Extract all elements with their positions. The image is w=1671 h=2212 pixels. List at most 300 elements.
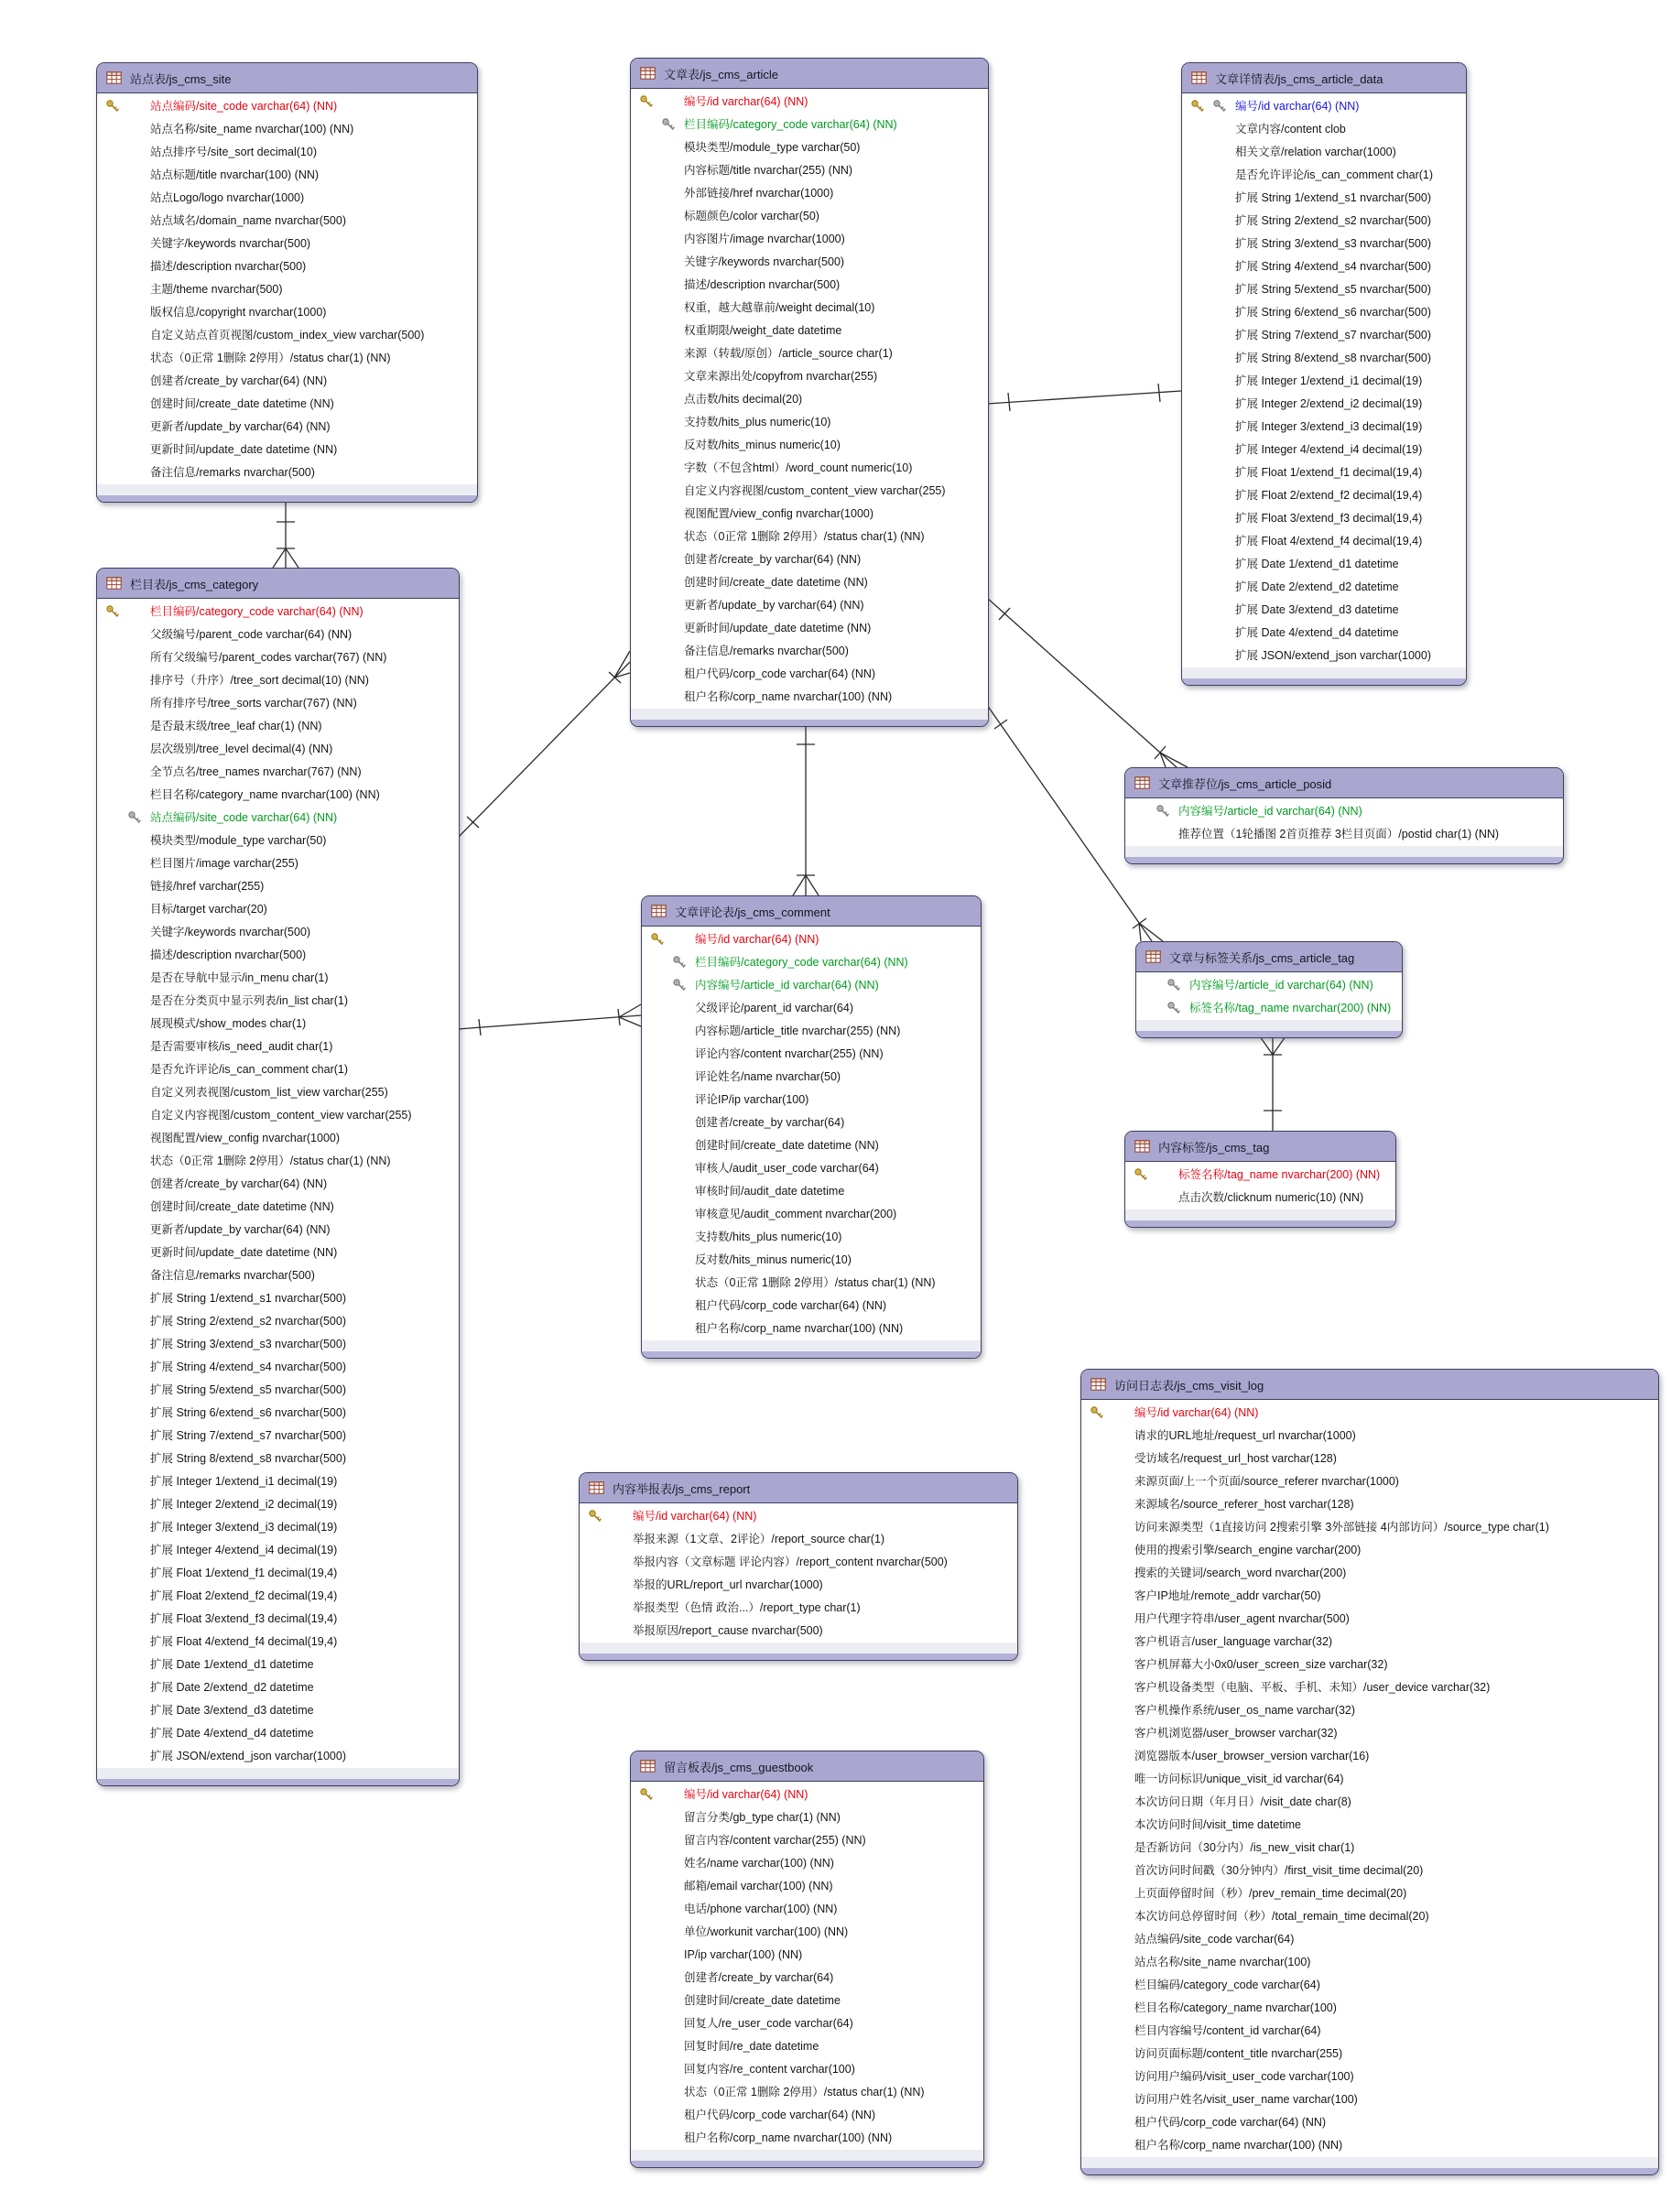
field-row	[631, 320, 988, 342]
field-row	[1081, 1699, 1658, 1722]
field-text: 租户代码/corp_code varchar(64) (NN)	[684, 2109, 876, 2121]
field-row	[97, 1333, 459, 1356]
table-header-js_cms_comment[interactable]	[642, 896, 981, 927]
field-row	[97, 164, 477, 187]
field-row	[1182, 507, 1466, 530]
field-text: 推荐位置（1轮播图 2首页推荐 3栏目页面）/postid char(1) (NN)	[1178, 828, 1500, 840]
field-row	[631, 480, 988, 503]
relationship-line-article-article_data	[1158, 384, 1160, 402]
field-text: 审核人/audit_user_code varchar(64)	[695, 1162, 879, 1175]
field-row	[1182, 347, 1466, 370]
field-row	[1081, 2020, 1658, 2043]
field-text: 是否在导航中显示/in_menu char(1)	[150, 971, 329, 984]
field-text: 更新者/update_by varchar(64) (NN)	[150, 1223, 331, 1236]
table-js_cms_article_tag[interactable]	[1135, 941, 1403, 1038]
field-row	[97, 187, 477, 210]
field-text: 创建时间/create_date datetime (NN)	[684, 576, 868, 589]
field-text: 电话/phone varchar(100) (NN)	[684, 1903, 838, 1915]
field-text: 内容编号/article_id varchar(64) (NN)	[1189, 979, 1373, 992]
field-row	[631, 159, 988, 182]
field-text: 更新者/update_by varchar(64) (NN)	[150, 420, 331, 433]
field-row	[97, 301, 477, 324]
relationship-line-category-article	[614, 673, 630, 678]
table-header-js_cms_article_posid[interactable]	[1125, 768, 1563, 798]
table-header-js_cms_guestbook[interactable]	[631, 1751, 983, 1782]
table-header-js_cms_report[interactable]	[580, 1473, 1017, 1503]
table-title: 内容举报表/js_cms_report	[613, 1481, 751, 1496]
field-text: 更新者/update_by varchar(64) (NN)	[684, 599, 864, 612]
field-row	[1081, 1722, 1658, 1745]
table-bottom-bar	[1182, 678, 1466, 685]
field-row	[97, 967, 459, 990]
relationship-line-article-comment	[793, 875, 806, 895]
table-js_cms_category[interactable]	[96, 568, 460, 1786]
field-row	[631, 297, 988, 320]
field-text: 创建时间/create_date datetime (NN)	[150, 397, 334, 410]
field-row	[631, 182, 988, 205]
table-title: 内容标签/js_cms_tag	[1158, 1140, 1270, 1155]
field-row	[1182, 553, 1466, 576]
primary-key-icon	[105, 604, 120, 619]
field-row	[97, 1745, 459, 1768]
field-row	[97, 1539, 459, 1562]
field-text: 扩展 Date 2/extend_d2 datetime	[150, 1681, 314, 1694]
field-row	[97, 1585, 459, 1608]
field-row	[642, 951, 981, 974]
field-text: 扩展 String 1/extend_s1 nvarchar(500)	[1235, 191, 1431, 204]
field-row	[1182, 255, 1466, 278]
field-row	[631, 503, 988, 526]
field-row	[1125, 823, 1563, 846]
field-text: 租户名称/corp_name nvarchar(100) (NN)	[695, 1322, 904, 1335]
field-row	[631, 2035, 983, 2058]
field-text: 租户代码/corp_code varchar(64) (NN)	[695, 1299, 887, 1312]
field-row	[97, 347, 477, 370]
field-row	[631, 1806, 983, 1829]
foreign-key-icon	[1212, 99, 1227, 114]
field-text: 更新时间/update_date datetime (NN)	[684, 622, 872, 634]
field-row	[631, 342, 988, 365]
field-row	[580, 1597, 1017, 1620]
table-js_cms_article[interactable]	[630, 58, 989, 727]
field-text: 站点Logo/logo nvarchar(1000)	[150, 191, 305, 204]
field-text: 举报来源（1文章、2评论）/report_source char(1)	[633, 1533, 885, 1545]
primary-key-icon	[639, 94, 654, 109]
field-row	[1125, 800, 1563, 823]
field-text: 请求的URL地址/request_url nvarchar(1000)	[1134, 1429, 1356, 1442]
table-footer	[97, 1768, 459, 1779]
field-row	[97, 1493, 459, 1516]
field-text: 来源页面/上一个页面/source_referer nvarchar(1000)	[1134, 1475, 1399, 1488]
table-title: 文章详情表/js_cms_article_data	[1215, 71, 1383, 86]
field-row	[97, 1264, 459, 1287]
field-text: 自定义列表视图/custom_list_view varchar(255)	[150, 1086, 388, 1099]
field-row	[1136, 974, 1402, 997]
table-icon	[640, 1760, 656, 1773]
field-row	[1182, 164, 1466, 187]
field-row	[97, 393, 477, 416]
field-text: 留言分类/gb_type char(1) (NN)	[684, 1811, 841, 1824]
field-row	[97, 95, 477, 118]
field-text: 创建者/create_by varchar(64) (NN)	[150, 1177, 328, 1190]
field-text: 权重，越大越靠前/weight decimal(10)	[684, 301, 875, 314]
field-row	[1081, 1448, 1658, 1470]
field-text: 编号/id varchar(64) (NN)	[695, 933, 819, 946]
field-row	[631, 548, 988, 571]
table-header-js_cms_site[interactable]	[97, 63, 477, 93]
field-text: 反对数/hits_minus numeric(10)	[684, 439, 841, 451]
field-row	[1081, 2111, 1658, 2134]
field-text: 扩展 Integer 4/extend_i4 decimal(19)	[150, 1544, 338, 1556]
field-text: 栏目编码/category_code varchar(64) (NN)	[150, 605, 363, 618]
field-text: 客户机屏幕大小0x0/user_screen_size varchar(32)	[1134, 1658, 1388, 1671]
field-row	[97, 669, 459, 692]
table-bottom-bar	[97, 495, 477, 502]
field-row	[97, 255, 477, 278]
field-text: 扩展 Date 1/extend_d1 datetime	[150, 1658, 314, 1671]
field-row	[642, 1295, 981, 1317]
table-bottom-bar	[631, 2161, 983, 2167]
relationship-line-category-article	[614, 651, 630, 678]
field-text: 扩展 Date 3/extend_d3 datetime	[150, 1704, 314, 1717]
field-row	[1081, 2088, 1658, 2111]
field-row	[97, 233, 477, 255]
field-row	[97, 807, 459, 830]
relationship-line-site-category	[273, 548, 286, 568]
table-js_cms_site[interactable]	[96, 62, 478, 503]
primary-key-icon	[105, 99, 120, 114]
field-row	[97, 1219, 459, 1242]
field-text: 是否最末级/tree_leaf char(1) (NN)	[150, 720, 322, 732]
field-row	[97, 1608, 459, 1631]
table-footer	[1182, 667, 1466, 678]
field-row	[580, 1620, 1017, 1643]
relationship-line-article-article_tag	[1139, 923, 1163, 941]
field-text: 扩展 String 4/extend_s4 nvarchar(500)	[150, 1361, 346, 1373]
field-text: 扩展 String 5/extend_s5 nvarchar(500)	[150, 1383, 346, 1396]
relationship-line-site-category	[286, 548, 298, 568]
field-text: 所有排序号/tree_sorts varchar(767) (NN)	[150, 697, 357, 710]
table-title: 站点表/js_cms_site	[130, 71, 232, 86]
pk-slot	[1190, 99, 1205, 118]
field-row	[97, 1287, 459, 1310]
field-text: 状态（0正常 1删除 2停用）/status char(1) (NN)	[150, 1155, 391, 1167]
field-row	[97, 875, 459, 898]
field-row	[1081, 1676, 1658, 1699]
relationship-line-article-article_tag	[1133, 918, 1146, 928]
field-row	[631, 686, 988, 709]
field-text: 审核时间/audit_date datetime	[695, 1185, 845, 1198]
field-row	[642, 1066, 981, 1089]
field-row	[580, 1574, 1017, 1597]
field-row	[1081, 2066, 1658, 2088]
field-text: 编号/id varchar(64) (NN)	[1134, 1406, 1259, 1419]
field-text: 关键字/keywords nvarchar(500)	[150, 926, 311, 938]
table-header-js_cms_article_data[interactable]	[1182, 63, 1466, 93]
pk-slot	[1134, 1167, 1148, 1187]
field-row	[1081, 1402, 1658, 1425]
field-text: 父级编号/parent_code varchar(64) (NN)	[150, 628, 353, 641]
field-row	[631, 2081, 983, 2104]
field-text: 扩展 String 2/extend_s2 nvarchar(500)	[150, 1315, 346, 1328]
field-text: 访问来源类型（1直接访问 2搜索引擎 3外部链接 4内部访问）/source_type char(1)	[1134, 1521, 1549, 1534]
table-js_cms_article_posid[interactable]	[1124, 767, 1564, 864]
field-text: 姓名/name varchar(100) (NN)	[684, 1857, 834, 1870]
field-row	[1081, 1654, 1658, 1676]
field-text: 备注信息/remarks nvarchar(500)	[684, 645, 849, 657]
table-bottom-bar	[642, 1351, 981, 1358]
table-header-js_cms_visit_log[interactable]	[1081, 1370, 1658, 1400]
field-text: 站点排序号/site_sort decimal(10)	[150, 146, 317, 158]
field-text: 扩展 Float 2/extend_f2 decimal(19,4)	[150, 1589, 338, 1602]
field-row	[1182, 484, 1466, 507]
field-row	[631, 114, 988, 136]
field-text: 扩展 Date 1/extend_d1 datetime	[1235, 558, 1399, 570]
table-field-list	[1081, 1400, 1658, 2157]
table-icon	[1191, 71, 1207, 84]
field-text: 扩展 Date 4/extend_d4 datetime	[150, 1727, 314, 1740]
field-row	[1182, 439, 1466, 461]
field-row	[1081, 1425, 1658, 1448]
field-row	[97, 1402, 459, 1425]
field-row	[642, 1134, 981, 1157]
field-text: 扩展 Integer 2/extend_i2 decimal(19)	[1235, 397, 1423, 410]
field-text: 是否新访问（30分内）/is_new_visit char(1)	[1134, 1841, 1355, 1854]
field-text: 编号/id varchar(64) (NN)	[1235, 100, 1360, 113]
table-header-js_cms_article[interactable]	[631, 59, 988, 89]
table-js_cms_visit_log[interactable]	[1080, 1369, 1659, 2175]
foreign-key-icon	[127, 810, 142, 825]
field-row	[97, 1150, 459, 1173]
field-row	[97, 715, 459, 738]
field-text: 全节点名/tree_names nvarchar(767) (NN)	[150, 765, 362, 778]
table-title: 访问日志表/js_cms_visit_log	[1114, 1378, 1264, 1393]
table-js_cms_tag[interactable]	[1124, 1131, 1396, 1228]
field-text: 客户机语言/user_language varchar(32)	[1134, 1635, 1333, 1648]
table-title: 栏目表/js_cms_category	[130, 577, 259, 591]
field-row	[1182, 141, 1466, 164]
field-row	[1182, 301, 1466, 324]
field-row	[1125, 1164, 1395, 1187]
field-row	[631, 1784, 983, 1806]
field-text: 站点名称/site_name nvarchar(100)	[1134, 1956, 1311, 1968]
field-text: 扩展 Date 4/extend_d4 datetime	[1235, 626, 1399, 639]
field-row	[631, 411, 988, 434]
field-text: 租户代码/corp_code varchar(64) (NN)	[684, 667, 876, 680]
field-text: 扩展 String 6/extend_s6 nvarchar(500)	[150, 1406, 346, 1419]
field-text: 栏目图片/image varchar(255)	[150, 857, 298, 870]
relationship-line-article-comment	[806, 875, 819, 895]
field-row	[642, 997, 981, 1020]
foreign-key-icon	[672, 978, 687, 992]
field-text: 视图配置/view_config nvarchar(1000)	[684, 507, 874, 520]
relationship-line-category-article	[609, 672, 621, 683]
table-field-list	[631, 1782, 983, 2150]
field-row	[97, 1631, 459, 1654]
field-text: 本次访问总停留时间（秒）/total_remain_time decimal(20)	[1134, 1910, 1429, 1923]
table-js_cms_comment[interactable]	[641, 895, 982, 1359]
field-text: 站点编码/site_code varchar(64)	[1134, 1933, 1295, 1946]
field-text: 回复内容/re_content varchar(100)	[684, 2063, 855, 2076]
table-bottom-bar	[97, 1779, 459, 1785]
field-text: 扩展 String 7/extend_s7 nvarchar(500)	[1235, 329, 1431, 342]
fk-slot	[1156, 804, 1170, 823]
field-row	[97, 1242, 459, 1264]
field-row	[631, 1852, 983, 1875]
field-row	[1081, 1562, 1658, 1585]
fk-slot	[1212, 99, 1227, 118]
field-text: 租户名称/corp_name nvarchar(100) (NN)	[684, 2131, 893, 2144]
field-text: 展现模式/show_modes char(1)	[150, 1017, 307, 1030]
field-row	[1081, 1493, 1658, 1516]
table-footer	[631, 709, 988, 720]
field-text: 文章来源出处/copyfrom nvarchar(255)	[684, 370, 878, 383]
table-icon	[651, 905, 667, 917]
field-text: 站点名称/site_name nvarchar(100) (NN)	[150, 123, 354, 136]
field-text: 主题/theme nvarchar(500)	[150, 283, 283, 296]
field-text: 访问页面标题/content_title nvarchar(255)	[1134, 2047, 1343, 2060]
field-text: 父级评论/parent_id varchar(64)	[695, 1002, 853, 1014]
field-text: 栏目名称/category_name nvarchar(100) (NN)	[150, 788, 380, 801]
field-row	[1081, 1539, 1658, 1562]
field-text: 创建时间/create_date datetime (NN)	[150, 1200, 334, 1213]
table-field-list	[1125, 1162, 1395, 1209]
relationship-line-category-article	[467, 817, 479, 828]
relationship-line-article_tag-tag	[1260, 1036, 1273, 1055]
field-text: 创建时间/create_date datetime	[684, 1994, 841, 2007]
field-row	[1081, 1974, 1658, 1997]
table-header-js_cms_category[interactable]	[97, 569, 459, 599]
field-row	[97, 623, 459, 646]
field-row	[642, 1203, 981, 1226]
field-row	[1081, 1882, 1658, 1905]
field-text: 创建者/create_by varchar(64)	[695, 1116, 845, 1129]
field-text: 内容标题/article_title nvarchar(255) (NN)	[695, 1025, 901, 1037]
field-row	[642, 1043, 981, 1066]
field-text: 租户代码/corp_code varchar(64) (NN)	[1134, 2116, 1327, 2129]
field-row	[97, 1562, 459, 1585]
field-text: 是否需要审核/is_need_audit char(1)	[150, 1040, 333, 1053]
field-text: 模块类型/module_type varchar(50)	[684, 141, 861, 154]
field-row	[97, 1127, 459, 1150]
field-text: 创建时间/create_date datetime (NN)	[695, 1139, 879, 1152]
field-row	[1081, 1814, 1658, 1837]
field-text: 首次访问时间戳（30分钟内）/first_visit_time decimal(20)	[1134, 1864, 1424, 1877]
table-field-list	[97, 93, 477, 484]
field-text: 客户机设备类型（电脑、平板、手机、未知）/user_device varchar(32)	[1134, 1681, 1491, 1694]
table-bottom-bar	[631, 720, 988, 726]
field-text: 编号/id varchar(64) (NN)	[684, 95, 808, 108]
primary-key-icon	[588, 1509, 602, 1523]
field-row	[1081, 1951, 1658, 1974]
fk-slot	[672, 955, 687, 974]
table-js_cms_article_data[interactable]	[1181, 62, 1467, 686]
field-text: 点击次数/clicknum numeric(10) (NN)	[1178, 1191, 1364, 1204]
table-field-list	[97, 599, 459, 1768]
field-row	[642, 974, 981, 997]
field-text: 站点域名/domain_name nvarchar(500)	[150, 214, 346, 227]
field-text: 栏目编码/category_code varchar(64) (NN)	[684, 118, 897, 131]
foreign-key-icon	[672, 955, 687, 970]
field-text: 审核意见/audit_comment nvarchar(200)	[695, 1208, 897, 1220]
field-row	[97, 439, 477, 461]
field-row	[97, 921, 459, 944]
field-text: 自定义内容视图/custom_content_view varchar(255)	[684, 484, 946, 497]
field-row	[631, 365, 988, 388]
field-text: 扩展 JSON/extend_json varchar(1000)	[1235, 649, 1431, 662]
field-text: 标题颜色/color varchar(50)	[684, 210, 819, 222]
foreign-key-icon	[1166, 978, 1181, 992]
field-text: 状态（0正常 1删除 2停用）/status char(1) (NN)	[695, 1276, 936, 1289]
field-row	[642, 1111, 981, 1134]
relationship-line-article-article_posid	[999, 608, 1010, 620]
field-text: 租户名称/corp_name nvarchar(100) (NN)	[1134, 2139, 1343, 2152]
field-text: 栏目编码/category_code varchar(64)	[1134, 1979, 1320, 1991]
field-text: 自定义内容视图/custom_content_view varchar(255)	[150, 1109, 412, 1122]
table-field-list	[580, 1503, 1017, 1643]
primary-key-icon	[1190, 99, 1205, 114]
field-text: 扩展 Float 1/extend_f1 decimal(19,4)	[150, 1567, 338, 1579]
field-text: 链接/href varchar(255)	[150, 880, 265, 893]
field-text: 扩展 Float 4/extend_f4 decimal(19,4)	[1235, 535, 1423, 548]
field-text: 客户IP地址/remote_addr varchar(50)	[1134, 1589, 1321, 1602]
table-header-js_cms_article_tag[interactable]	[1136, 942, 1402, 972]
foreign-key-icon	[661, 117, 676, 132]
table-js_cms_report[interactable]	[579, 1472, 1018, 1661]
field-row	[631, 1967, 983, 1990]
field-row	[631, 663, 988, 686]
field-text: 标签名称/tag_name nvarchar(200) (NN)	[1189, 1002, 1392, 1014]
field-row	[1081, 1470, 1658, 1493]
field-text: 描述/description nvarchar(500)	[150, 260, 307, 273]
table-js_cms_guestbook[interactable]	[630, 1751, 984, 2168]
field-text: 反对数/hits_minus numeric(10)	[695, 1253, 852, 1266]
field-row	[1182, 278, 1466, 301]
field-text: 唯一访问标识/unique_visit_id varchar(64)	[1134, 1773, 1344, 1785]
pk-slot	[588, 1509, 602, 1528]
table-header-js_cms_tag[interactable]	[1125, 1132, 1395, 1162]
field-row	[642, 1020, 981, 1043]
field-text: 栏目内容编号/content_id varchar(64)	[1134, 2024, 1321, 2037]
field-text: 举报原因/report_cause nvarchar(500)	[633, 1624, 823, 1637]
field-row	[1081, 1745, 1658, 1768]
pk-slot	[105, 99, 120, 118]
field-text: 扩展 String 5/extend_s5 nvarchar(500)	[1235, 283, 1431, 296]
field-row	[631, 136, 988, 159]
field-row	[631, 2104, 983, 2127]
field-row	[1182, 645, 1466, 667]
field-row	[1081, 1860, 1658, 1882]
field-text: 评论姓名/name nvarchar(50)	[695, 1070, 841, 1083]
field-text: 扩展 Date 2/extend_d2 datetime	[1235, 580, 1399, 593]
field-row	[1081, 1997, 1658, 2020]
field-text: 扩展 JSON/extend_json varchar(1000)	[150, 1750, 346, 1762]
field-row	[97, 1425, 459, 1448]
field-row	[97, 1699, 459, 1722]
table-bottom-bar	[1136, 1031, 1402, 1037]
field-row	[97, 738, 459, 761]
field-text: 访问用户姓名/visit_user_name varchar(100)	[1134, 2093, 1358, 2106]
primary-key-icon	[650, 932, 665, 947]
field-text: 更新时间/update_date datetime (NN)	[150, 1246, 338, 1259]
field-row	[580, 1551, 1017, 1574]
field-row	[631, 1829, 983, 1852]
field-row	[1182, 416, 1466, 439]
field-text: 备注信息/remarks nvarchar(500)	[150, 466, 315, 479]
field-row	[97, 324, 477, 347]
table-title: 文章与标签关系/js_cms_article_tag	[1169, 950, 1355, 965]
relationship-line-article-article_posid	[1155, 746, 1166, 759]
